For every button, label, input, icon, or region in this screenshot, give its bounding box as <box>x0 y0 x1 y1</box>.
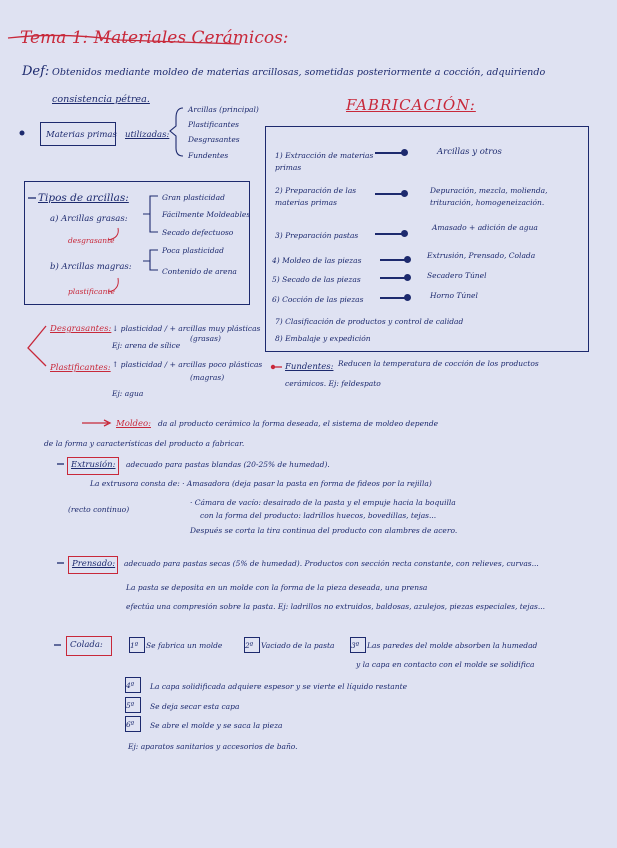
desgrasantes-sub: (grasas) <box>190 334 221 343</box>
materia-item-2: Plastificantes <box>188 120 239 129</box>
fab-step-6-left: 6) Cocción de las piezas <box>272 295 364 304</box>
grasas-item-2: Fácilmente Moldeables <box>162 210 251 219</box>
fab-step-4-left: 4) Moldeo de las piezas <box>272 256 362 265</box>
colada-step3-number: 3º <box>351 641 360 650</box>
extrusion-line3: con la forma del producto: ladrillos huecos, bovedillas, tejas... <box>200 511 437 520</box>
fab-step-2-right: Depuración, mezcla, molienda, trituración, homogeneización. <box>430 186 548 207</box>
materia-item-1: Arcillas (principal) <box>188 105 259 114</box>
fab-step-5-left: 5) Secado de las piezas <box>272 275 361 284</box>
fab-step-2-left: 2) Preparación de las materias primas <box>275 186 357 207</box>
extrusion-desc: adecuado para pastas blandas (20-25% de humedad). <box>126 460 330 469</box>
colada-step2-text: Vaciado de la pasta <box>261 641 335 650</box>
colada-step4-text: La capa solidificada adquiere espesor y se vierte el líquido restante <box>150 682 408 691</box>
moldeo-line2: de la forma y características del producto a fabricar. <box>44 439 245 448</box>
colada-step1-number: 1º <box>130 641 139 650</box>
colada-step3-text: Las paredes del molde absorben la humedad <box>367 641 538 650</box>
extrusion-line1: La extrusora consta de: · Amasadora (deja pasar la pasta en forma de fideos por la rejilla) <box>90 479 432 488</box>
fabricacion-title: FABRICACIÓN: <box>346 96 476 114</box>
colada-step6-text: Se abre el molde y se saca la pieza <box>150 721 283 730</box>
prensado-line2: La pasta se deposita en un molde con la forma de la pieza deseada, una prensa <box>126 583 428 592</box>
prensado-label: Prensado: <box>72 559 116 569</box>
colada-step1-text: Se fabrica un molde <box>146 641 223 650</box>
definition-line2: consistencia pétrea. <box>52 94 150 105</box>
fundentes-label: Fundentes: <box>285 362 334 372</box>
colada-step5-text: Se deja secar esta capa <box>150 702 240 711</box>
colada-example: Ej: aparatos sanitarios y accesorios de baño. <box>128 742 298 751</box>
fab-arrow-6 <box>380 297 408 299</box>
definition-line1: Obtenidos mediante moldeo de materias arcillosas, sometidas posteriormente a cocción, adquiriendo <box>52 67 546 78</box>
materias-label: Materias primas <box>46 130 117 140</box>
definition-label: Def: <box>22 64 50 79</box>
plastificantes-example: Ej: agua <box>112 389 144 398</box>
moldeo-line1: da al producto cerámico la forma deseada, el sistema de moldeo depende <box>158 419 439 428</box>
fab-arrow-1 <box>375 152 405 154</box>
fab-step-8-left: 8) Embalaje y expedición <box>275 334 371 343</box>
fundentes-line2: cerámicos. Ej: feldespato <box>285 379 381 388</box>
grasas-item-3: Secado defectuoso <box>162 228 234 237</box>
fab-step-3-left: 3) Preparación pastas <box>275 231 359 240</box>
fab-step-5-right: Secadero Túnel <box>427 271 487 280</box>
materia-item-3: Desgrasantes <box>188 135 240 144</box>
fab-step-1-left: 1) Extracción de materias primas <box>275 151 374 172</box>
extrusion-line2: · Cámara de vacío: desairado de la pasta y el empuje hacia la boquilla <box>190 498 456 507</box>
magras-item-1: Poca plasticidad <box>162 246 224 255</box>
plastificantes-label: Plastificantes: <box>50 363 111 373</box>
extrusion-line4: Después se corta la tira continua del producto con alambres de acero. <box>190 526 458 535</box>
fab-step-4-right: Extrusión, Prensado, Colada <box>427 251 536 260</box>
colada-label: Colada: <box>70 640 103 650</box>
prensado-line3: efectúa una compresión sobre la pasta. Ej: ladrillos no extruidos, baldosas, azulejos, piezas especiales, tejas... <box>126 602 546 611</box>
moldeo-label: Moldeo: <box>116 419 151 429</box>
desgrasantes-text: ↓ plasticidad / + arcillas muy plásticas <box>112 324 261 333</box>
extrusion-label: Extrusión: <box>71 460 116 470</box>
colada-step4-number: 4º <box>126 681 135 690</box>
plastificantes-sub: (magras) <box>190 373 225 382</box>
page-title: Tema 1: Materiales Cerámicos: <box>20 28 289 48</box>
magras-label: b) Arcillas magras: <box>50 262 132 272</box>
fab-step-3-right: Amasado + adición de agua <box>432 223 538 232</box>
materia-item-4: Fundentes <box>188 151 229 160</box>
colada-step3-text-2: y la capa en contacto con el molde se solidifica <box>356 660 535 669</box>
fab-arrow-5 <box>380 277 408 279</box>
materias-verb: utilizadas: <box>125 130 170 140</box>
colada-step5-number: 5º <box>126 701 135 710</box>
extrusion-note: (recto continuo) <box>68 505 130 514</box>
tipos-title: Tipos de arcillas: <box>38 192 129 204</box>
fab-step-6-right: Horno Túnel <box>430 291 478 300</box>
prensado-line1: adecuado para pastas secas (5% de humedad). Productos con sección recta constante, con relieves, curvas... <box>124 559 539 568</box>
desgrasantes-label: Desgrasantes: <box>50 324 112 334</box>
magras-note: plastificante <box>68 287 115 296</box>
magras-item-2: Contenido de arena <box>162 267 237 276</box>
grasas-item-1: Gran plasticidad <box>162 193 225 202</box>
fab-step-1-right: Arcillas y otros <box>437 147 502 157</box>
fab-step-7-left: 7) Clasificación de productos y control de calidad <box>275 317 464 326</box>
fab-arrow-2 <box>375 193 405 195</box>
plastificantes-text: ↑ plasticidad / + arcillas poco plásticas <box>112 360 263 369</box>
grasas-label: a) Arcillas grasas: <box>50 214 128 224</box>
colada-step6-number: 6º <box>126 720 135 729</box>
fab-arrow-4 <box>380 259 408 261</box>
grasas-note: desgrasante <box>68 236 115 245</box>
colada-step2-number: 2º <box>245 641 254 650</box>
fab-arrow-3 <box>375 233 405 235</box>
fundentes-text: Reducen la temperatura de cocción de los productos <box>338 359 539 368</box>
desgrasantes-example: Ej: arena de sílice <box>112 341 181 350</box>
